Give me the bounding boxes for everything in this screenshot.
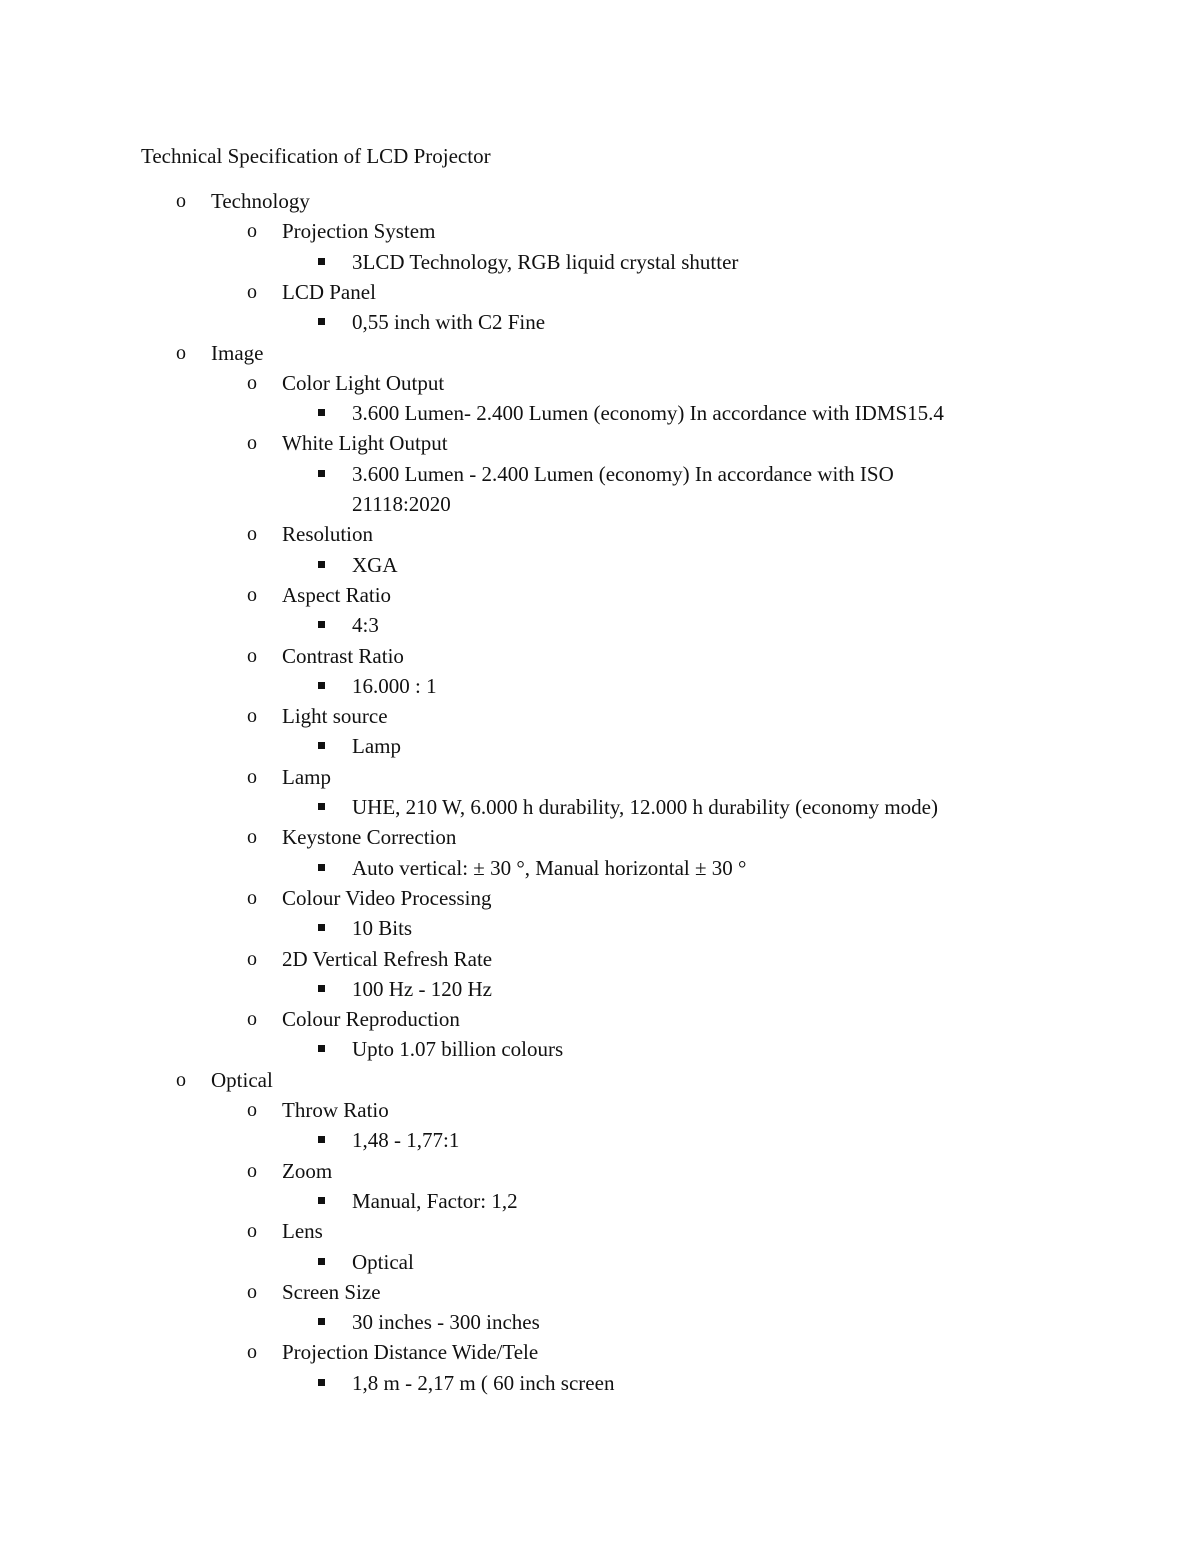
spec-value-text: UHE, 210 W, 6.000 h durability, 12.000 h durability (economy mode) bbox=[352, 795, 938, 819]
spec-value-continuation-text: 21118:2020 bbox=[352, 492, 451, 516]
square-bullet-icon bbox=[318, 1318, 325, 1325]
circle-bullet-icon: o bbox=[247, 1099, 257, 1121]
spec-item-text: Colour Reproduction bbox=[282, 1007, 460, 1031]
circle-bullet-icon: o bbox=[247, 705, 257, 727]
circle-bullet-icon: o bbox=[247, 1281, 257, 1303]
square-bullet-icon bbox=[318, 1258, 325, 1265]
circle-bullet-icon: o bbox=[247, 584, 257, 606]
spec-item-text: Aspect Ratio bbox=[282, 583, 392, 607]
circle-bullet-icon: o bbox=[247, 281, 257, 303]
circle-bullet-icon: o bbox=[247, 1341, 257, 1363]
spec-item-text: Light source bbox=[282, 704, 388, 728]
square-bullet-icon bbox=[318, 409, 325, 416]
spec-value-text: 10 Bits bbox=[352, 916, 413, 940]
spec-value-text: 1,8 m - 2,17 m ( 60 inch screen bbox=[352, 1371, 615, 1395]
page-title: Technical Specification of LCD Projector bbox=[141, 144, 491, 168]
circle-bullet-icon: o bbox=[176, 190, 186, 212]
spec-value-text: 30 inches - 300 inches bbox=[352, 1310, 540, 1334]
spec-value-text: Auto vertical: ± 30 °, Manual horizontal ± 30 ° bbox=[352, 856, 747, 880]
section-heading-text: Technology bbox=[211, 189, 310, 213]
circle-bullet-icon: o bbox=[247, 826, 257, 848]
square-bullet-icon bbox=[318, 985, 325, 992]
square-bullet-icon bbox=[318, 1045, 325, 1052]
circle-bullet-icon: o bbox=[247, 1160, 257, 1182]
spec-item-text: Projection System bbox=[282, 219, 436, 243]
square-bullet-icon bbox=[318, 318, 325, 325]
circle-bullet-icon: o bbox=[247, 1220, 257, 1242]
square-bullet-icon bbox=[318, 1379, 325, 1386]
square-bullet-icon bbox=[318, 864, 325, 871]
spec-value-text: 16.000 : 1 bbox=[352, 674, 437, 698]
square-bullet-icon bbox=[318, 742, 325, 749]
circle-bullet-icon: o bbox=[247, 948, 257, 970]
circle-bullet-icon: o bbox=[247, 523, 257, 545]
square-bullet-icon bbox=[318, 1197, 325, 1204]
square-bullet-icon bbox=[318, 561, 325, 568]
spec-item-text: Lamp bbox=[282, 765, 331, 789]
spec-value-text: XGA bbox=[352, 553, 398, 577]
spec-value-text: 4:3 bbox=[352, 613, 379, 637]
spec-item-text: Screen Size bbox=[282, 1280, 381, 1304]
circle-bullet-icon: o bbox=[247, 220, 257, 242]
circle-bullet-icon: o bbox=[176, 1069, 186, 1091]
spec-value-text: 3.600 Lumen- 2.400 Lumen (economy) In accordance with IDMS15.4 bbox=[352, 401, 944, 425]
spec-item-text: Color Light Output bbox=[282, 371, 445, 395]
spec-item-text: White Light Output bbox=[282, 431, 448, 455]
square-bullet-icon bbox=[318, 682, 325, 689]
spec-item-text: Colour Video Processing bbox=[282, 886, 492, 910]
spec-item-text: Lens bbox=[282, 1219, 323, 1243]
circle-bullet-icon: o bbox=[247, 645, 257, 667]
spec-item-text: Zoom bbox=[282, 1159, 333, 1183]
circle-bullet-icon: o bbox=[247, 766, 257, 788]
square-bullet-icon bbox=[318, 258, 325, 265]
spec-value-text: Upto 1.07 billion colours bbox=[352, 1037, 564, 1061]
square-bullet-icon bbox=[318, 924, 325, 931]
square-bullet-icon bbox=[318, 470, 325, 477]
spec-value-text: 100 Hz - 120 Hz bbox=[352, 977, 492, 1001]
spec-item-text: LCD Panel bbox=[282, 280, 376, 304]
spec-value-text: 3.600 Lumen - 2.400 Lumen (economy) In accordance with ISO bbox=[352, 462, 894, 486]
spec-item-text: Resolution bbox=[282, 522, 374, 546]
circle-bullet-icon: o bbox=[247, 372, 257, 394]
spec-value-text: 0,55 inch with C2 Fine bbox=[352, 310, 546, 334]
square-bullet-icon bbox=[318, 621, 325, 628]
section-heading-text: Optical bbox=[211, 1068, 273, 1092]
spec-item-text: Projection Distance Wide/Tele bbox=[282, 1340, 539, 1364]
spec-value-text: 3LCD Technology, RGB liquid crystal shutter bbox=[352, 250, 739, 274]
circle-bullet-icon: o bbox=[247, 887, 257, 909]
spec-value-text: Manual, Factor: 1,2 bbox=[352, 1189, 518, 1213]
circle-bullet-icon: o bbox=[247, 1008, 257, 1030]
spec-item-text: 2D Vertical Refresh Rate bbox=[282, 947, 493, 971]
spec-value-text: 1,48 - 1,77:1 bbox=[352, 1128, 460, 1152]
spec-value-text: Optical bbox=[352, 1250, 414, 1274]
spec-item-text: Keystone Correction bbox=[282, 825, 457, 849]
spec-value-text: Lamp bbox=[352, 734, 401, 758]
square-bullet-icon bbox=[318, 1136, 325, 1143]
circle-bullet-icon: o bbox=[247, 432, 257, 454]
section-heading-text: Image bbox=[211, 341, 264, 365]
circle-bullet-icon: o bbox=[176, 342, 186, 364]
spec-item-text: Throw Ratio bbox=[282, 1098, 389, 1122]
spec-item-text: Contrast Ratio bbox=[282, 644, 404, 668]
square-bullet-icon bbox=[318, 803, 325, 810]
